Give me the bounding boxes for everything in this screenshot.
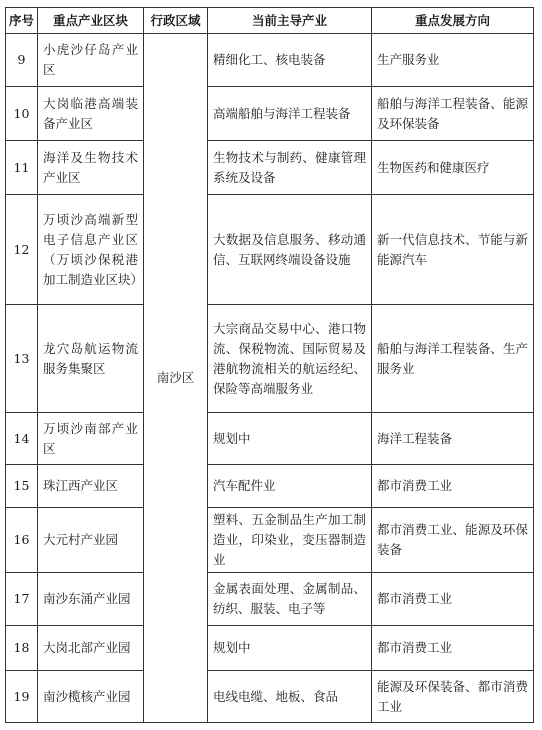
table-row: [6, 195, 534, 305]
row-block: 大岗临港高端装备产业区: [38, 87, 144, 141]
table-row: [6, 141, 534, 195]
row-number: 17: [6, 573, 38, 626]
row-number: 13: [6, 305, 38, 413]
table-row: [6, 508, 534, 573]
row-direction: 生物医药和健康医疗: [372, 141, 534, 195]
row-number: 9: [6, 34, 38, 87]
row-industry: 汽车配件业: [208, 465, 372, 508]
header-row: [6, 8, 534, 34]
row-block: 大元村产业园: [38, 508, 144, 573]
row-block: 万顷沙高端新型电子信息产业区（万顷沙保税港加工制造业区块）: [38, 195, 144, 305]
row-industry: 大数据及信息服务、移动通信、互联网终端设备设施: [208, 195, 372, 305]
header-block: 重点产业区块: [38, 8, 144, 34]
table-row: [6, 413, 534, 465]
row-industry: 高端船舶与海洋工程装备: [208, 87, 372, 141]
row-direction: 海洋工程装备: [372, 413, 534, 465]
row-block: 南沙东涌产业园: [38, 573, 144, 626]
row-direction: 船舶与海洋工程装备、能源及环保装备: [372, 87, 534, 141]
row-block: 海洋及生物技术产业区: [38, 141, 144, 195]
row-direction: 新一代信息技术、节能与新能源汽车: [372, 195, 534, 305]
row-direction: 都市消费工业: [372, 573, 534, 626]
row-industry: 精细化工、核电装备: [208, 34, 372, 87]
table-row: [6, 465, 534, 508]
row-number: 16: [6, 508, 38, 573]
row-industry: 生物技术与制药、健康管理系统及设备: [208, 141, 372, 195]
row-number: 19: [6, 671, 38, 723]
row-direction: 都市消费工业: [372, 465, 534, 508]
industry-table: [5, 7, 534, 723]
table-row: [6, 34, 534, 87]
row-number: 11: [6, 141, 38, 195]
row-industry: 规划中: [208, 626, 372, 671]
row-number: 12: [6, 195, 38, 305]
row-number: 15: [6, 465, 38, 508]
table-row: [6, 626, 534, 671]
table-row: [6, 305, 534, 413]
row-block: 小虎沙仔岛产业区: [38, 34, 144, 87]
header-industry: 当前主导产业: [208, 8, 372, 34]
table-row: [6, 87, 534, 141]
header-no: 序号: [6, 8, 38, 34]
row-direction: 都市消费工业、能源及环保装备: [372, 508, 534, 573]
row-block: 珠江西产业区: [38, 465, 144, 508]
row-block: 南沙榄核产业园: [38, 671, 144, 723]
row-number: 18: [6, 626, 38, 671]
row-industry: 规划中: [208, 413, 372, 465]
row-direction: 船舶与海洋工程装备、生产服务业: [372, 305, 534, 413]
row-industry: 金属表面处理、金属制品、纺织、服装、电子等: [208, 573, 372, 626]
table-container: [5, 7, 534, 723]
header-direction: 重点发展方向: [372, 8, 534, 34]
row-block: 万顷沙南部产业区: [38, 413, 144, 465]
row-block: 龙穴岛航运物流服务集聚区: [38, 305, 144, 413]
row-block: 大岗北部产业园: [38, 626, 144, 671]
row-direction: 生产服务业: [372, 34, 534, 87]
row-number: 10: [6, 87, 38, 141]
row-industry: 塑料、五金制品生产加工制造业，印染业，变压器制造业: [208, 508, 372, 573]
row-direction: 都市消费工业: [372, 626, 534, 671]
header-district: 行政区域: [144, 8, 208, 34]
table-row: [6, 573, 534, 626]
table-row: [6, 671, 534, 723]
row-industry: 电线电缆、地板、食品: [208, 671, 372, 723]
row-direction: 能源及环保装备、都市消费工业: [372, 671, 534, 723]
row-number: 14: [6, 413, 38, 465]
row-industry: 大宗商品交易中心、港口物流、保税物流、国际贸易及港航物流相关的航运经纪、保险等高端服务业: [208, 305, 372, 413]
district-cell: 南沙区: [144, 34, 208, 723]
